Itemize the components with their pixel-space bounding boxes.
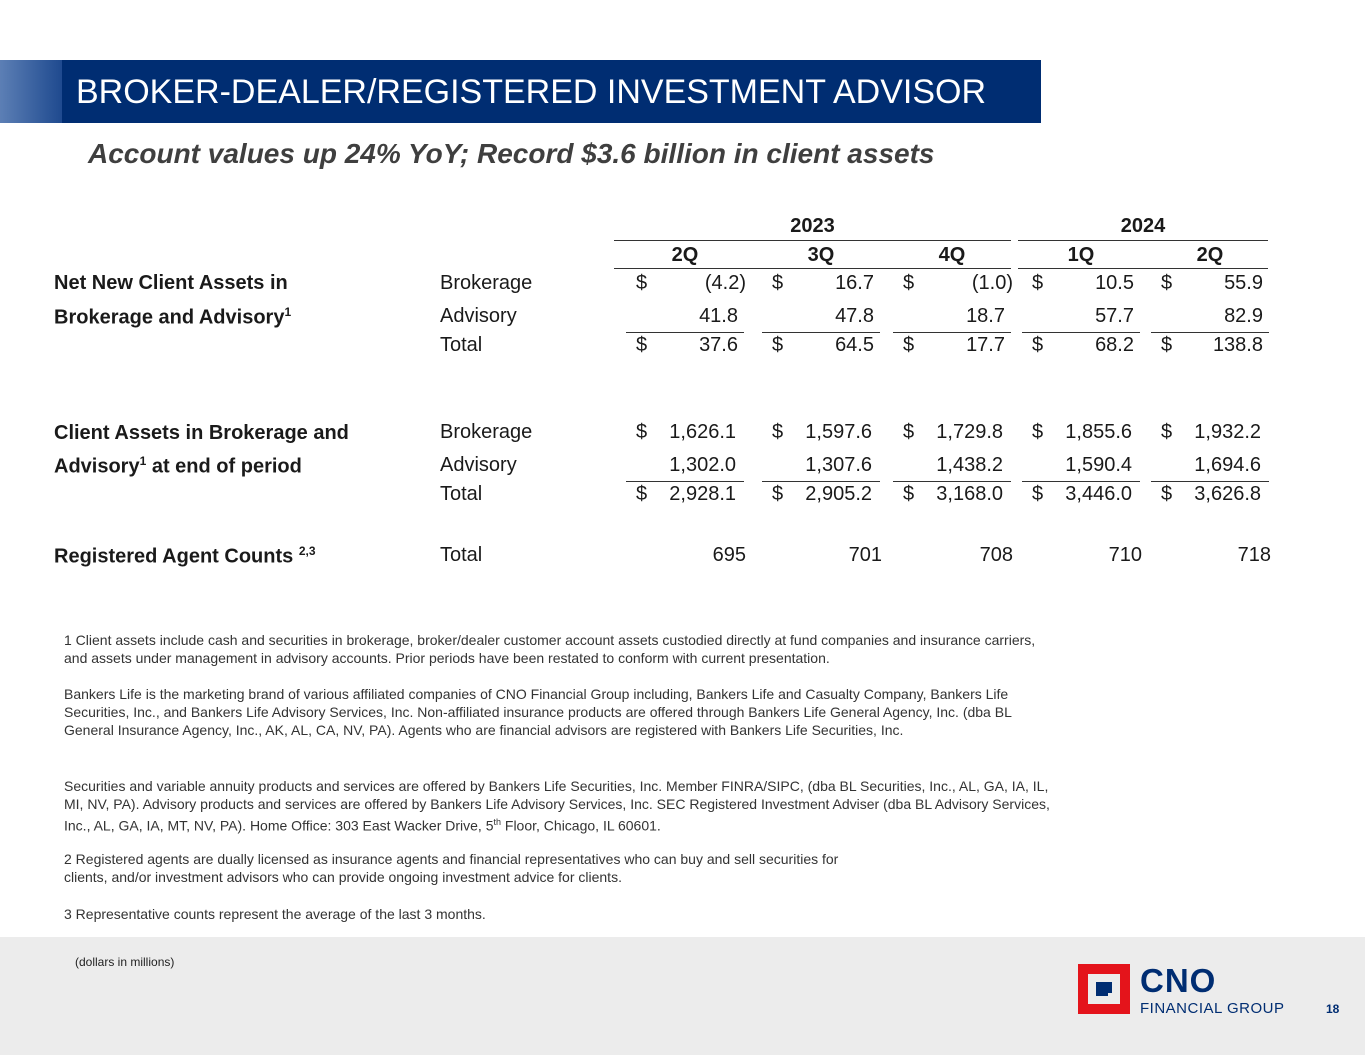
cell-value: 16.7 <box>835 272 874 294</box>
cell-value: 718 <box>1237 544 1271 566</box>
category-label: Brokerage <box>440 272 533 294</box>
category-label: Total <box>440 334 483 356</box>
footnote-securities: Securities and variable annuity products and services are offered by Bankers Life Securities, Inc. Member FINRA/SIPC, (dba BL Securities, Inc., AL, GA, IA, IL, MI, NV, PA). Advisory products and services are offered by Bankers Life Advisory Services, Inc. SEC Registered Investment Adviser (dba BL Advisory Services, Inc., AL, GA, IA, MT, NV, PA). Home Office: 303 East Wacker Drive, 5th Floor, Chicago, IL 60601. <box>64 778 1050 834</box>
table-cell <box>772 334 882 360</box>
section-label-net-new-line2: Brokerage and Advisory$^1$ <box>54 305 292 329</box>
dollar-sign: $ <box>1161 334 1173 356</box>
table-cell <box>772 483 882 509</box>
category-label: Total <box>440 544 483 566</box>
table-cell <box>1032 483 1142 509</box>
cell-value: 710 <box>1108 544 1142 566</box>
subtotal-underline <box>893 481 1011 482</box>
dollar-sign: $ <box>772 272 784 294</box>
page-number: 18 <box>1326 1002 1340 1016</box>
cno-logo-icon <box>1078 964 1130 1014</box>
table-cell <box>636 454 746 480</box>
cell-value: 47.8 <box>835 305 874 327</box>
table-cell <box>1161 272 1271 298</box>
dollar-sign: $ <box>903 421 915 443</box>
cell-value: 1,729.8 <box>936 421 1003 443</box>
dollar-sign: $ <box>1032 421 1044 443</box>
cell-value: 695 <box>712 544 746 566</box>
table-cell <box>903 421 1013 447</box>
table-cell <box>636 305 746 331</box>
title-bar <box>62 60 1041 123</box>
cell-value: 3,168.0 <box>936 483 1003 505</box>
table-cell <box>1161 544 1271 570</box>
cell-value: 55.9 <box>1224 272 1263 294</box>
section-label-client-assets-line2: Advisory$^1$ at end of period <box>54 454 302 478</box>
section-label-client-assets: Client Assets in Brokerage and <box>54 422 349 444</box>
section-label-net-new: Net New Client Assets in <box>54 272 288 294</box>
year-underline-2024 <box>1018 240 1268 241</box>
table-cell <box>636 421 746 447</box>
table-cell <box>1032 272 1142 298</box>
table-cell <box>636 272 746 298</box>
dollar-sign: $ <box>1161 272 1173 294</box>
quarter-header: 1Q <box>1067 244 1095 266</box>
page-subtitle: Account values up 24% YoY; Record $3.6 billion in client assets <box>88 138 935 169</box>
dollar-sign: $ <box>1161 421 1173 443</box>
cell-value: 64.5 <box>835 334 874 356</box>
table-cell <box>1161 305 1271 331</box>
quarter-header: 4Q <box>938 244 966 266</box>
dollar-sign: $ <box>636 483 648 505</box>
table-cell <box>903 334 1013 360</box>
dollar-sign: $ <box>1032 272 1044 294</box>
subtotal-underline <box>762 332 880 333</box>
subtotal-underline <box>1022 332 1140 333</box>
cell-value: 10.5 <box>1095 272 1134 294</box>
table-cell <box>772 544 882 570</box>
table-cell <box>772 305 882 331</box>
table-cell <box>903 483 1013 509</box>
table-cell <box>636 334 746 360</box>
cell-value: 1,855.6 <box>1065 421 1132 443</box>
logo-subtitle: FINANCIAL GROUP <box>1140 1000 1285 1017</box>
cell-value: 138.8 <box>1212 334 1263 356</box>
quarter-underline <box>1018 268 1268 269</box>
subtotal-underline <box>1151 481 1269 482</box>
cell-value: (1.0) <box>971 272 1013 294</box>
dollar-sign: $ <box>903 483 915 505</box>
table-cell <box>1161 483 1271 509</box>
table-cell <box>1032 454 1142 480</box>
table-cell <box>903 454 1013 480</box>
subtotal-underline <box>1151 332 1269 333</box>
cell-value: 1,307.6 <box>805 454 872 476</box>
subtotal-underline <box>626 332 744 333</box>
year-header-2024: 2024 <box>1120 215 1166 237</box>
section-label-agent-counts: Registered Agent Counts $^{2,3}$ <box>54 544 316 568</box>
cell-value: 3,626.8 <box>1194 483 1261 505</box>
cell-value: 1,597.6 <box>805 421 872 443</box>
cell-value: 1,438.2 <box>936 454 1003 476</box>
quarter-header: 2Q <box>671 244 699 266</box>
category-label: Advisory <box>440 454 517 476</box>
dollar-sign: $ <box>636 334 648 356</box>
title-accent <box>0 60 62 123</box>
table-cell <box>1032 305 1142 331</box>
cell-value: 708 <box>979 544 1013 566</box>
cell-value: 41.8 <box>699 305 738 327</box>
dollar-sign: $ <box>636 272 648 294</box>
table-cell <box>772 454 882 480</box>
subtotal-underline <box>762 481 880 482</box>
cell-value: 57.7 <box>1095 305 1134 327</box>
table-cell <box>772 272 882 298</box>
category-label: Brokerage <box>440 421 533 443</box>
footnote-2-line1: 2 Registered agents are dually licensed as insurance agents and financial representatives who can buy and sell securities for <box>64 851 839 867</box>
dollar-sign: $ <box>772 421 784 443</box>
footer <box>0 937 1365 1055</box>
cell-value: 68.2 <box>1095 334 1134 356</box>
cell-value: 82.9 <box>1224 305 1263 327</box>
table-cell <box>1032 544 1142 570</box>
dollar-sign: $ <box>772 334 784 356</box>
category-label: Total <box>440 483 483 505</box>
table-cell <box>1032 334 1142 360</box>
quarter-underline <box>614 268 1011 269</box>
footnote-1: 1 Client assets include cash and securities in brokerage, broker/dealer customer account assets custodied directly at fund companies and insurance carriers, and assets under management in advisory accounts. Prior periods have been restated to conform with current presentation. <box>64 632 1036 666</box>
dollar-sign: $ <box>903 272 915 294</box>
quarter-header: 3Q <box>807 244 835 266</box>
cell-value: 2,905.2 <box>805 483 872 505</box>
table-cell <box>903 305 1013 331</box>
subtotal-underline <box>626 481 744 482</box>
cell-value: 37.6 <box>699 334 738 356</box>
quarter-header: 2Q <box>1196 244 1224 266</box>
logo-wordmark: CNO <box>1140 962 1217 999</box>
cell-value: 3,446.0 <box>1065 483 1132 505</box>
table-cell <box>903 272 1013 298</box>
cell-value: 17.7 <box>966 334 1005 356</box>
cell-value: 1,590.4 <box>1065 454 1132 476</box>
cell-value: 1,932.2 <box>1194 421 1261 443</box>
page-title: BROKER-DEALER/REGISTERED INVESTMENT ADVISOR <box>76 73 986 111</box>
table-cell <box>1032 421 1142 447</box>
subtotal-underline <box>893 332 1011 333</box>
dollar-sign: $ <box>1032 334 1044 356</box>
dollar-sign: $ <box>1032 483 1044 505</box>
units-note: (dollars in millions) <box>75 955 175 969</box>
table-cell <box>772 421 882 447</box>
year-header-2023: 2023 <box>790 215 835 237</box>
table-cell <box>1161 421 1271 447</box>
footnote-2-line2: clients, and/or investment advisors who can provide ongoing investment advice for clients. <box>64 869 622 885</box>
dollar-sign: $ <box>772 483 784 505</box>
dollar-sign: $ <box>1161 483 1173 505</box>
dollar-sign: $ <box>903 334 915 356</box>
dollar-sign: $ <box>636 421 648 443</box>
cell-value: 1,302.0 <box>669 454 736 476</box>
cell-value: (4.2) <box>704 272 746 294</box>
table-cell <box>1161 334 1271 360</box>
cell-value: 1,694.6 <box>1194 454 1261 476</box>
table-cell <box>636 483 746 509</box>
table-cell <box>636 544 746 570</box>
cell-value: 1,626.1 <box>669 421 736 443</box>
cell-value: 2,928.1 <box>669 483 736 505</box>
cell-value: 18.7 <box>966 305 1005 327</box>
footnote-bankers-life: Bankers Life is the marketing brand of various affiliated companies of CNO Financial Group including, Bankers Life and Casualty Company, Bankers Life Securities, Inc., and Bankers Life Advisory Services, Inc. Non-affiliated insurance products are offered through Bankers Life General Agency, Inc. (dba BL General Insurance Agency, Inc., AK, AL, CA, NV, PA). Agents who are financial advisors are registered with Bankers Life Securities, Inc. <box>64 686 1012 738</box>
table-cell <box>903 544 1013 570</box>
category-label: Advisory <box>440 305 517 327</box>
year-underline-2023 <box>614 240 1011 241</box>
footnote-3: 3 Representative counts represent the average of the last 3 months. <box>64 906 486 922</box>
subtotal-underline <box>1022 481 1140 482</box>
table-cell <box>1161 454 1271 480</box>
cell-value: 701 <box>848 544 882 566</box>
